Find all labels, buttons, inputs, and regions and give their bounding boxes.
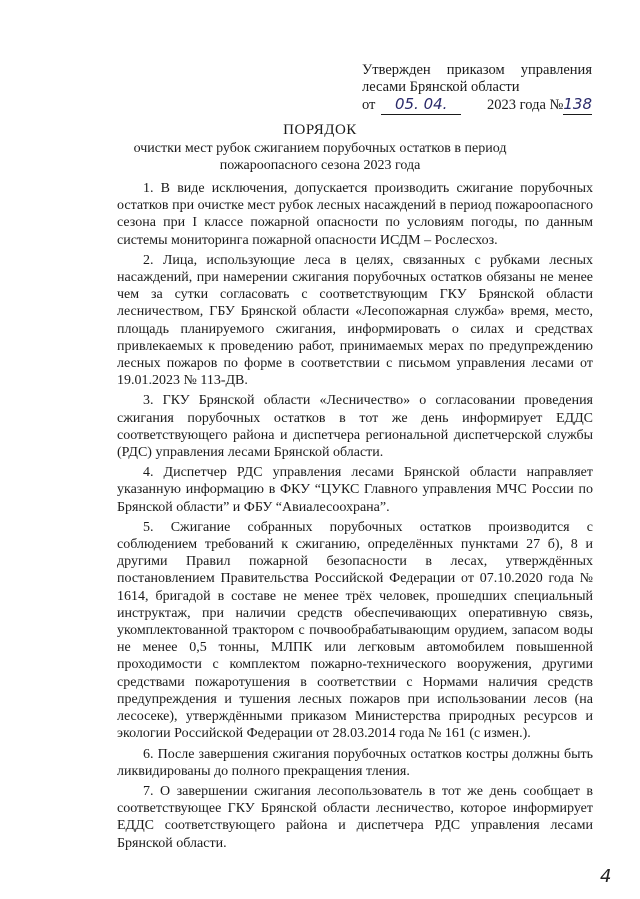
subtitle-line-2: пожароопасного сезона 2023 года: [219, 158, 421, 173]
paragraph-1: 1. В виде исключения, допускается производить сжигание порубочных остатков при очистке мест рубок лесных насаждений в период пожароопасного сезона при I классе пожарной опасности по условиям погоды, по данным системы мониторинга пожарной опасности ИСДМ – Рослесхоз.: [117, 181, 593, 248]
document-title: ПОРЯДОК: [283, 122, 357, 138]
approval-number-handwritten: 138: [563, 95, 592, 113]
approval-date-year: 2023 года №: [487, 97, 564, 113]
paragraph-5: 5. Сжигание собранных порубочных остатков производится с соблюдением требований к сжиганию, определённых пунктами 27 б), 8 и другими Правил пожарной безопасности в лесах, утверждённых постановлением Правительства Российской Федерации от 07.10.2020 года № 1614, бригадой в составе не менее трёх человек, прошедших специальный инструктаж, при наличии средств обеспечивающих оперативную связь, укомплектованной трактором с почвообрабатывающим орудием, запасом воды не менее 0,5 тонны, МЛПК или легковым автомобилем повышенной проходимости с комплектом пожарно-технического вооружения, другими средствами пожаротушения в соответствии с Нормами наличия средств предупреждения и тушения лесных пожаров при использовании лесов (на лесосеке), утверждёнными приказом Министерства природных ресурсов и экологии Российской Федерации от 28.03.2014 года № 161 (с измен.).: [117, 519, 593, 742]
approval-date-row: [362, 96, 592, 115]
approval-date-field: [381, 96, 461, 115]
approval-date-handwritten: 05. 04.: [394, 95, 448, 113]
approval-line-2: лесами Брянской области: [362, 79, 520, 95]
document-subtitle: [60, 140, 580, 174]
paragraph-6: 6. После завершения сжигания порубочных остатков костры должны быть ликвидированы до полного прекращения тления.: [117, 746, 593, 779]
paragraph-7: 7. О завершении сжигания лесопользователь в тот же день сообщает в соответствующее ГКУ Брянской области лесничество, которое информирует ЕДДС соответствующего района и диспетчера РДС управления лесами Брянской области.: [117, 783, 593, 851]
approval-stamp: [362, 62, 592, 115]
subtitle-line-1: очистки мест рубок сжиганием порубочных остатков в период: [133, 141, 507, 156]
page-number: 4: [600, 866, 612, 887]
approval-line-1: Утвержден приказом управления: [362, 62, 592, 78]
document-body: [117, 180, 593, 855]
approval-date-prefix: от: [362, 97, 376, 113]
paragraph-2: 2. Лица, использующие леса в целях, связанных с рубками лесных насаждений, при намерении сжигания порубочных остатков обязаны не менее чем за сутки согласовать с соответствующим ГКУ Брянской области лесничеством, ГБУ Брянской области «Лесопожарная служба» время, место, площадь планируемого сжигания, информировать о силах и средствах привлекаемых к проведению работ, принимаемых мерах по предупреждению лесных пожаров по форме в соответствии с письмом управления лесами от 19.01.2023 № 113-ДВ.: [117, 252, 593, 389]
paragraph-4: 4. Диспетчер РДС управления лесами Брянской области направляет указанную информацию в ФКУ “ЦУКС Главного управления МЧС России по Брянской области” и ФБУ “Авиалесоохрана”.: [117, 465, 593, 515]
approval-number-field: [563, 96, 592, 115]
paragraph-3: 3. ГКУ Брянской области «Лесничество» о согласовании проведения сжигания порубочных остатков в тот же день информирует ЕДДС соответствующего района и диспетчера региональной диспетчерской службы (РДС) управления лесами Брянской области.: [117, 393, 593, 461]
